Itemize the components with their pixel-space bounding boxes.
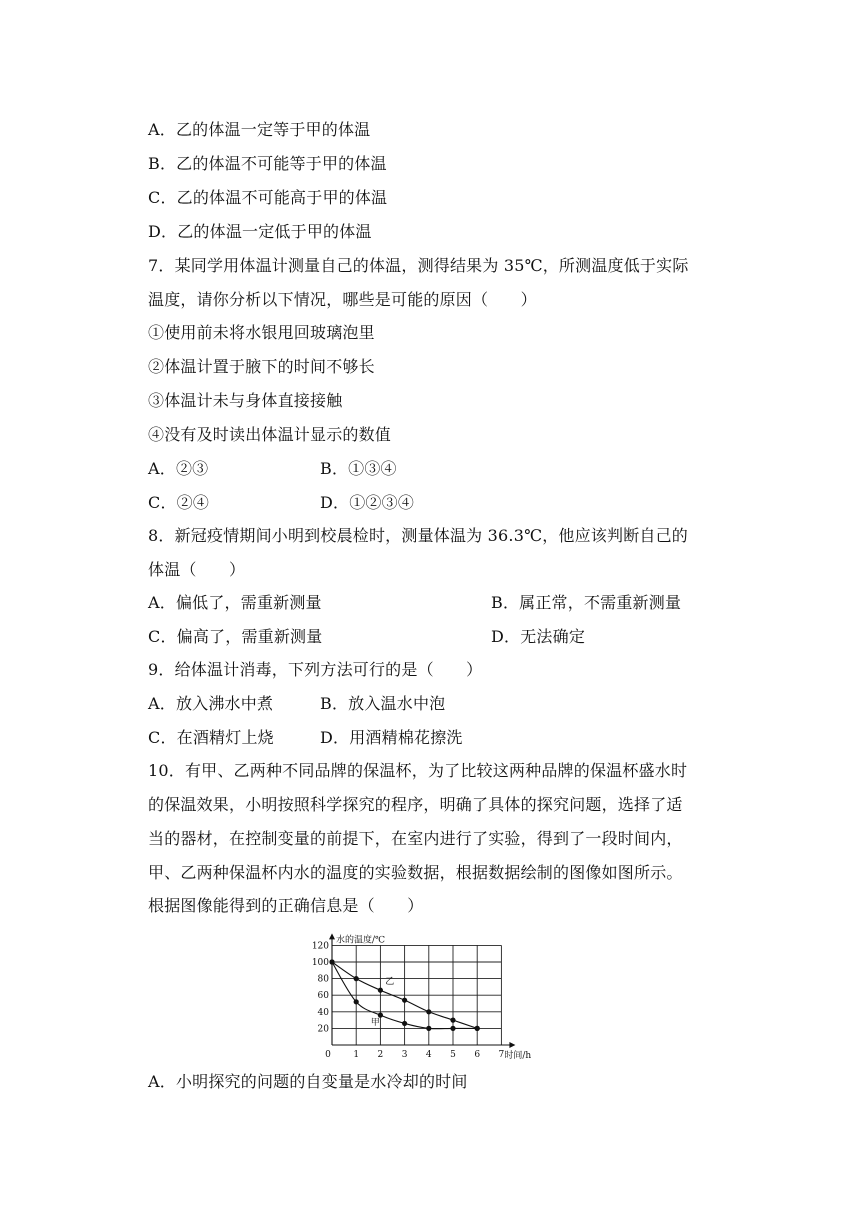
- data-point: [354, 999, 359, 1004]
- q8-option-c: C．偏高了，需重新测量: [148, 627, 323, 646]
- q7-stem-line1: 7．某同学用体温计测量自己的体温，测得结果为 35℃，所测温度低于实际: [148, 256, 689, 275]
- q7-item-1: ①使用前未将水银甩回玻璃泡里: [148, 323, 375, 342]
- q7-option-b: B．①③④: [320, 459, 397, 478]
- x-tick-label: 0: [325, 1050, 331, 1060]
- data-point: [378, 988, 383, 993]
- q10-stem-line1: 10．有甲、乙两种不同品牌的保温杯，为了比较这两种品牌的保温杯盛水时: [148, 761, 688, 780]
- y-tick-label: 60: [317, 991, 329, 1002]
- y-axis-arrow: [329, 933, 335, 939]
- q7-option-c: C．②④: [148, 493, 210, 512]
- q10-option-a: A．小明探究的问题的自变量是水冷却的时间: [148, 1072, 468, 1091]
- q8-stem-line2: 体温（ ）: [148, 560, 246, 579]
- data-point: [426, 1009, 431, 1014]
- q7-item-4: ④没有及时读出体温计显示的数值: [148, 425, 392, 444]
- q9-option-d: D．用酒精棉花擦洗: [320, 728, 463, 747]
- x-tick-label: 4: [425, 1050, 432, 1060]
- q7-item-2: ②体温计置于腋下的时间不够长: [148, 357, 375, 376]
- y-tick-label: 40: [317, 1007, 329, 1018]
- q9-option-c: C．在酒精灯上烧: [148, 728, 274, 747]
- q10-stem-line4: 甲、乙两种保温杯内水的温度的实验数据，根据数据绘制的图像如图所示。: [148, 863, 683, 882]
- x-tick-label: 2: [377, 1050, 384, 1060]
- q10-stem-line3: 当的器材，在控制变量的前提下，在室内进行了实验，得到了一段时间内，: [148, 829, 683, 848]
- q7-option-a: A．②③: [148, 459, 209, 478]
- q10-stem-line5: 根据图像能得到的正确信息是（ ）: [148, 896, 424, 915]
- q6-option-c: C．乙的体温不可能高于甲的体温: [148, 188, 388, 207]
- q6-option-b: B．乙的体温不可能等于甲的体温: [148, 154, 387, 173]
- y-tick-label: 20: [317, 1024, 329, 1035]
- data-point: [450, 1018, 455, 1023]
- data-point: [354, 976, 359, 981]
- q8-option-d: D．无法确定: [491, 627, 586, 646]
- cooling-chart: [300, 925, 550, 1060]
- y-axis-label: 水的温度/℃: [336, 935, 386, 946]
- data-point: [426, 1026, 431, 1031]
- y-tick-label: 80: [317, 974, 329, 985]
- data-point: [329, 959, 334, 964]
- series-label: 甲: [370, 1018, 380, 1029]
- q9-option-b: B．放入温水中泡: [320, 694, 446, 713]
- x-tick-label: 6: [474, 1050, 481, 1060]
- x-tick-label: 1: [353, 1050, 360, 1060]
- q7-item-3: ③体温计未与身体直接接触: [148, 391, 343, 410]
- x-axis-arrow: [509, 1042, 515, 1048]
- x-axis-label: 时间/h: [504, 1051, 532, 1060]
- data-point: [450, 1026, 455, 1031]
- q8-option-b: B．属正常，不需重新测量: [491, 593, 682, 612]
- q9-stem: 9．给体温计消毒，下列方法可行的是（ ）: [148, 660, 483, 679]
- q7-stem-line2: 温度，请你分析以下情况，哪些是可能的原因（ ）: [148, 290, 537, 309]
- series-label: 乙: [385, 977, 395, 988]
- q6-option-d: D．乙的体温一定低于甲的体温: [148, 222, 372, 241]
- q10-stem-line2: 的保温效果，小明按照科学探究的程序，明确了具体的探究问题，选择了适: [148, 795, 683, 814]
- q8-stem-line1: 8．新冠疫情期间小明到校晨检时，测量体温为 36.3℃，他应该判断自己的: [148, 526, 688, 545]
- q9-option-a: A．放入沸水中煮: [148, 694, 274, 713]
- x-tick-label: 3: [401, 1050, 408, 1060]
- data-point: [378, 1013, 383, 1018]
- q6-option-a: A．乙的体温一定等于甲的体温: [148, 120, 371, 139]
- y-tick-label: 100: [311, 958, 329, 968]
- q7-option-d: D．①②③④: [320, 493, 415, 512]
- q8-option-a: A．偏低了，需重新测量: [148, 593, 322, 612]
- x-tick-label: 5: [450, 1050, 456, 1060]
- x-tick-label: 7: [498, 1050, 505, 1060]
- y-tick-label: 120: [311, 941, 329, 952]
- data-point: [402, 1021, 407, 1026]
- data-point: [475, 1026, 480, 1031]
- data-point: [402, 998, 407, 1003]
